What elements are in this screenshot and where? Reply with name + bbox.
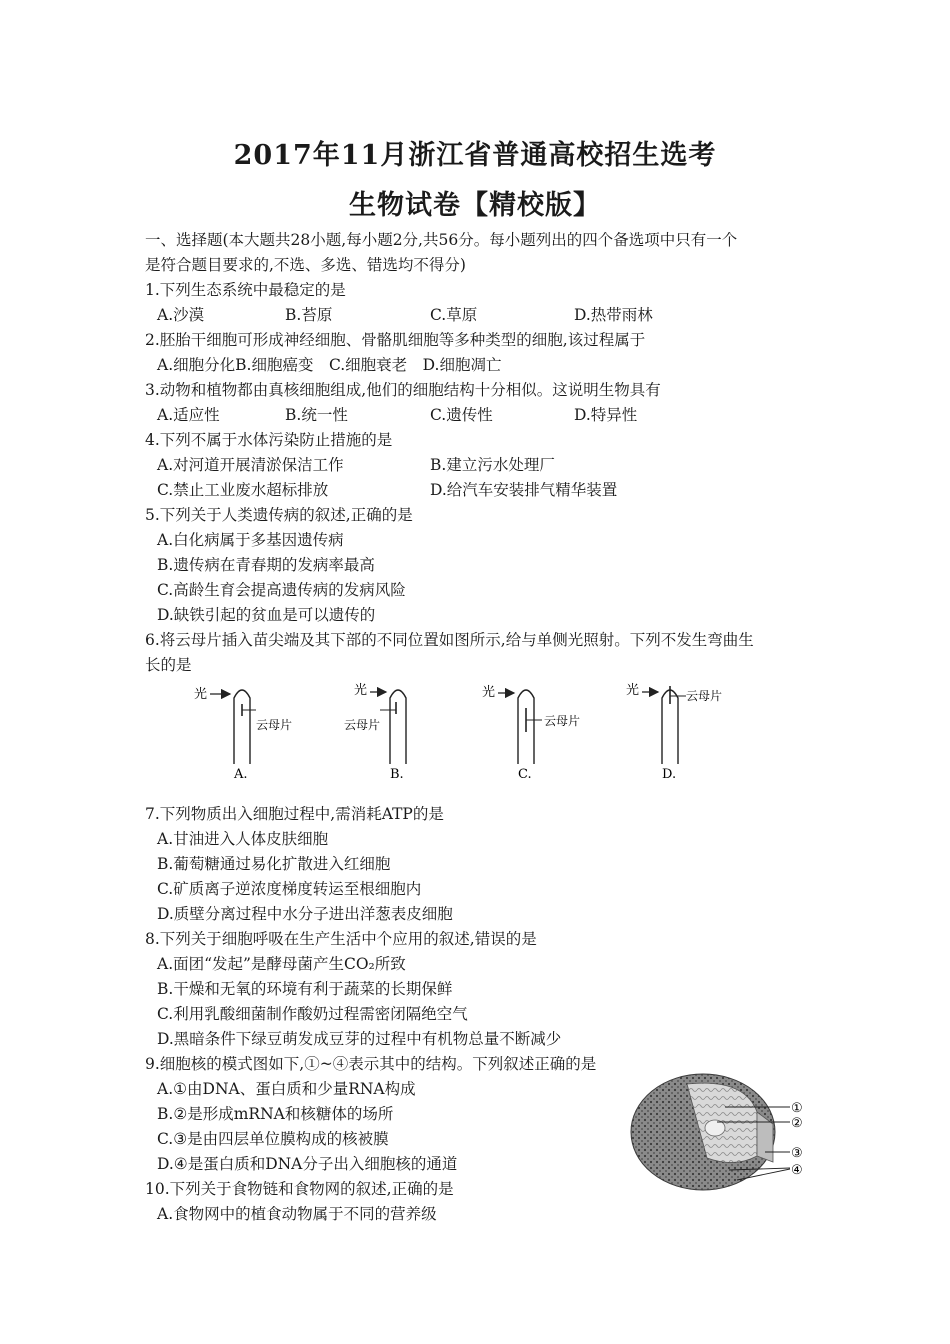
question-8-option-a: A.面团“发起”是酵母菌产生CO₂所致 [157, 955, 406, 973]
figure-9-marker-4: ④ [791, 1163, 803, 1178]
question-9-option-a: A.①由DNA、蛋白质和少量RNA构成 [157, 1080, 416, 1098]
figure-6-b-mica-label: 云母片 [344, 718, 381, 732]
question-8-option-d: D.黑暗条件下绿豆萌发成豆芽的过程中有机物总量不断减少 [157, 1030, 562, 1048]
figure-6-svg [190, 676, 750, 788]
figure-6-label-c: C. [518, 767, 532, 782]
question-2-stem: 2.胚胎干细胞可形成神经细胞、骨骼肌细胞等多种类型的细胞,该过程属于 [145, 331, 646, 349]
question-1-option-c: C.草原 [430, 306, 478, 324]
figure-9-marker-2: ② [791, 1116, 803, 1131]
question-9-option-d: D.④是蛋白质和DNA分子出入细胞核的通道 [157, 1155, 458, 1173]
question-5-option-a: A.白化病属于多基因遗传病 [157, 531, 344, 549]
figure-6-c-mica-label: 云母片 [544, 714, 581, 728]
question-5-option-c: C.高龄生育会提高遗传病的发病风险 [157, 581, 406, 599]
figure-9-svg [625, 1070, 825, 1195]
figure-9-marker-1: ① [791, 1101, 803, 1116]
figure-6-d-light-label: 光 [626, 683, 640, 698]
question-10-option-a: A.食物网中的植食动物属于不同的营养级 [157, 1205, 437, 1223]
figure-9-marker-3: ③ [791, 1146, 803, 1161]
question-1-option-b: B.苔原 [285, 306, 333, 324]
exam-title: 2017年11月浙江省普通高校招生选考 [233, 140, 717, 171]
question-3-option-d: D.特异性 [574, 406, 638, 424]
question-4-option-b: B.建立污水处理厂 [430, 456, 555, 474]
figure-6-label-d: D. [662, 767, 677, 782]
figure-6-coleoptile-b [344, 682, 406, 782]
question-7-option-c: C.矿质离子逆浓度梯度转运至根细胞内 [157, 880, 422, 898]
figure-6-a-light-label: 光 [194, 687, 208, 702]
question-7-option-b: B.葡萄糖通过易化扩散进入红细胞 [157, 855, 391, 873]
question-5-option-b: B.遗传病在青春期的发病率最高 [157, 556, 375, 574]
question-9-option-c: C.③是由四层单位膜构成的核被膜 [157, 1130, 389, 1148]
question-4-option-d: D.给汽车安装排气精华装置 [430, 481, 618, 499]
question-6-stem-line2: 长的是 [145, 656, 192, 674]
section-instructions-line1: 一、选择题(本大题共28小题,每小题2分,共56分。每小题列出的四个备选项中只有一个 [145, 231, 738, 249]
figure-6-coleoptiles [190, 676, 750, 788]
question-2-options: A.细胞分化B.细胞癌变 C.细胞衰老 D.细胞凋亡 [157, 356, 502, 374]
question-1-option-a: A.沙漠 [157, 306, 205, 324]
question-3-option-c: C.遗传性 [430, 406, 493, 424]
figure-6-d-mica-label: 云母片 [686, 689, 723, 703]
question-5-stem: 5.下列关于人类遗传病的叙述,正确的是 [145, 506, 413, 524]
question-4-stem: 4.下列不属于水体污染防止措施的是 [145, 431, 393, 449]
question-3-stem: 3.动物和植物都由真核细胞组成,他们的细胞结构十分相似。这说明生物具有 [145, 381, 661, 399]
question-5-option-d: D.缺铁引起的贫血是可以遗传的 [157, 606, 376, 624]
question-7-option-a: A.甘油进入人体皮肤细胞 [157, 830, 329, 848]
figure-6-coleoptile-a [194, 686, 292, 782]
question-4-option-a: A.对河道开展清淤保洁工作 [157, 456, 344, 474]
question-4-option-c: C.禁止工业废水超标排放 [157, 481, 329, 499]
question-1-stem: 1.下列生态系统中最稳定的是 [145, 281, 346, 299]
question-8-option-b: B.干燥和无氧的环境有利于蔬菜的长期保鲜 [157, 980, 453, 998]
exam-subtitle: 生物试卷【精校版】 [349, 190, 601, 221]
figure-6-b-light-label: 光 [354, 683, 368, 698]
question-8-stem: 8.下列关于细胞呼吸在生产生活中个应用的叙述,错误的是 [145, 930, 537, 948]
question-10-stem: 10.下列关于食物链和食物网的叙述,正确的是 [145, 1180, 454, 1198]
figure-6-c-light-label: 光 [482, 685, 496, 700]
question-9-option-b: B.②是形成mRNA和核糖体的场所 [157, 1105, 394, 1123]
figure-6-coleoptile-d [626, 682, 722, 782]
question-9-stem: 9.细胞核的模式图如下,①~④表示其中的结构。下列叙述正确的是 [145, 1055, 597, 1073]
question-8-option-c: C.利用乳酸细菌制作酸奶过程需密闭隔绝空气 [157, 1005, 468, 1023]
question-7-option-d: D.质壁分离过程中水分子进出洋葱表皮细胞 [157, 905, 453, 923]
figure-6-label-b: B. [390, 767, 404, 782]
question-3-option-a: A.适应性 [157, 406, 220, 424]
question-1-option-d: D.热带雨林 [574, 306, 653, 324]
figure-6-coleoptile-c [482, 684, 580, 782]
question-6-stem-line1: 6.将云母片插入苗尖端及其下部的不同位置如图所示,给与单侧光照射。下列不发生弯曲生 [145, 631, 754, 649]
question-7-stem: 7.下列物质出入细胞过程中,需消耗ATP的是 [145, 805, 444, 823]
figure-6-a-mica-label: 云母片 [256, 718, 293, 732]
figure-9-nucleus [625, 1070, 825, 1195]
figure-6-label-a: A. [234, 767, 248, 782]
question-3-option-b: B.统一性 [285, 406, 348, 424]
section-instructions-line2: 是符合题目要求的,不选、多选、错选均不得分) [145, 256, 466, 274]
